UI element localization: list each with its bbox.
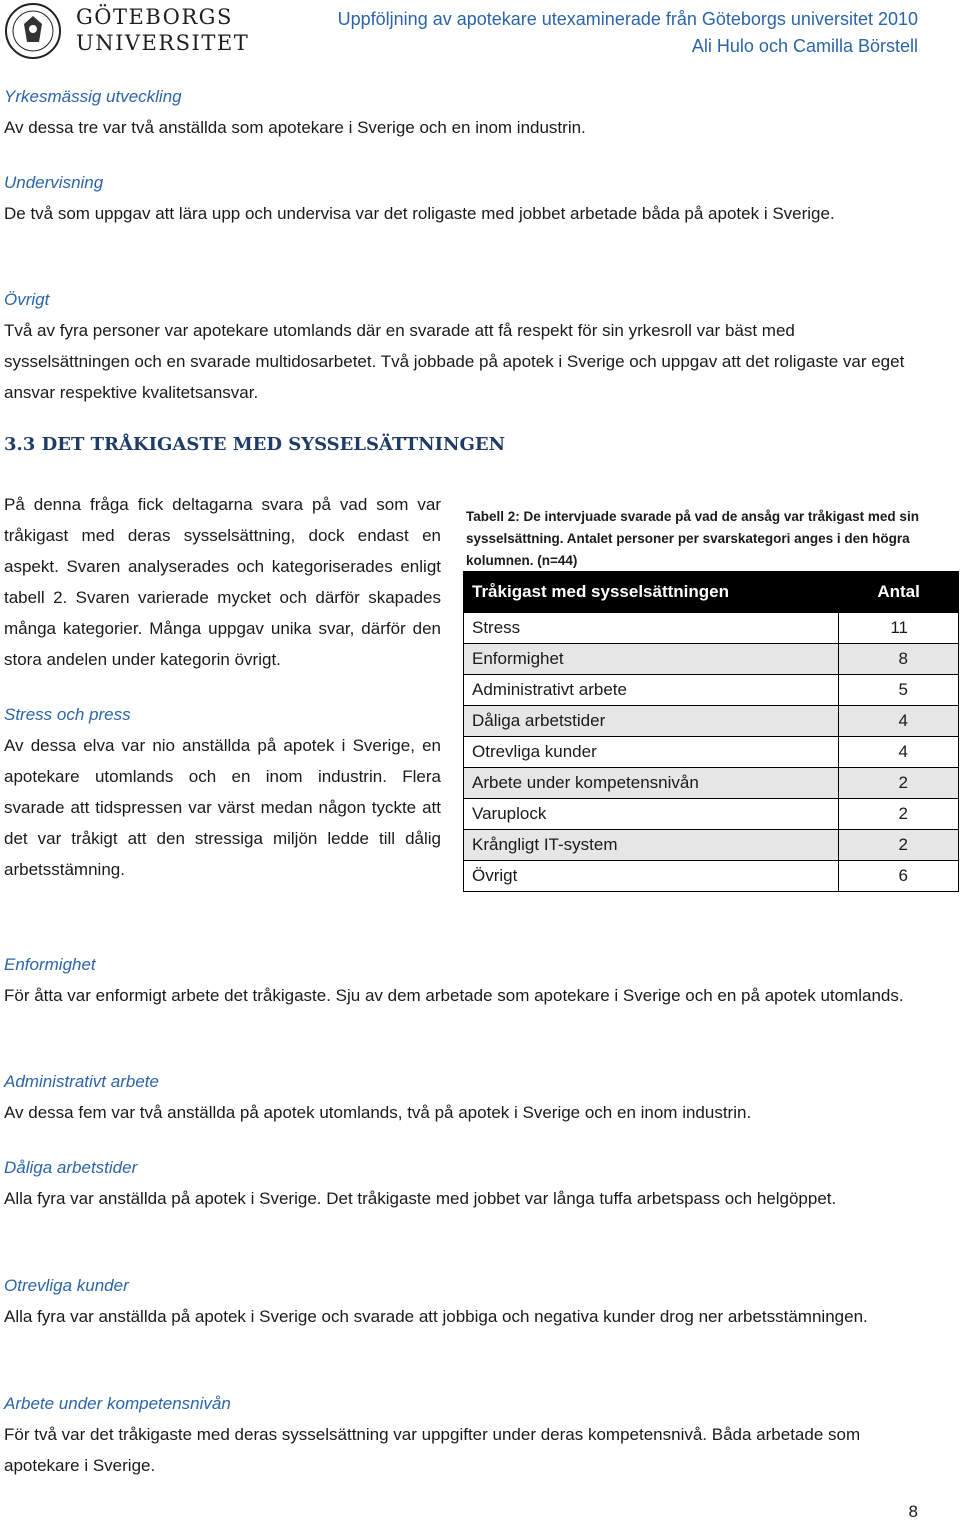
table-header-row xyxy=(464,572,959,613)
table-cell-value: 6 xyxy=(839,861,959,892)
page-number: 8 xyxy=(908,1502,918,1521)
section-heading: Otrevliga kunder xyxy=(4,1276,129,1295)
page-header xyxy=(0,0,960,62)
table-row xyxy=(464,861,959,892)
table-row xyxy=(464,644,959,675)
section-text: Alla fyra var anställda på apotek i Sverige och svarade att jobbiga och negativa kunder drog ner arbetsstämningen. xyxy=(4,1307,868,1326)
section-text: Av dessa tre var två anställda som apotekare i Sverige och en inom industrin. xyxy=(4,118,586,137)
intro-paragraph: På denna fråga fick deltagarna svara på vad som var tråkigast med deras sysselsättning, dock endast en aspekt. Svaren analyserades och kategoriserades enligt tabell 2. Svaren varierade mycket och därför skapades många kategorier. Många uppgav unika svar, därför den stora andelen under kategorin övrigt. xyxy=(4,495,441,669)
table-cell-label: Krångligt IT-system xyxy=(464,830,839,861)
section-yrkesmassig xyxy=(4,81,920,143)
table-cell-value: 2 xyxy=(839,830,959,861)
section-number: 3.3 xyxy=(4,434,36,455)
section-heading: Administrativt arbete xyxy=(4,1072,159,1091)
section-kompetensnivan xyxy=(4,1388,920,1481)
table-header-count: Antal xyxy=(839,572,959,613)
table-cell-label: Dåliga arbetstider xyxy=(464,706,839,737)
section-text: De två som uppgav att lära upp och undervisa var det roligaste med jobbet arbetade båda på apotek i Sverige. xyxy=(4,204,835,223)
table-cell-label: Övrigt xyxy=(464,861,839,892)
section-heading: Enformighet xyxy=(4,955,96,974)
university-seal-logo xyxy=(2,2,64,60)
section-heading: Undervisning xyxy=(4,173,104,192)
document-title-text: Uppföljning av apotekare utexaminerade från Göteborgs universitet 2010 xyxy=(337,9,918,29)
table-cell-value: 2 xyxy=(839,799,959,830)
section-text: Av dessa fem var två anställda på apotek utomlands, två på apotek i Sverige och en inom industrin. xyxy=(4,1103,752,1122)
section-text: För två var det tråkigaste med deras sysselsättning var uppgifter under deras kompetensnivå. Båda arbetade som apotekare i Sverige. xyxy=(4,1425,861,1475)
table-cell-value: 11 xyxy=(839,613,959,644)
stress-text: Av dessa elva var nio anställda på apotek i Sverige, en apotekare utomlands och en inom industrin. Flera svarade att tidspressen var värst medan någon tyckte att det var tråkigt att den stressiga miljön ledde till dålig arbetsstämning. xyxy=(4,736,441,879)
table-cell-label: Stress xyxy=(464,613,839,644)
table-row xyxy=(464,675,959,706)
section-title-text: DET TRÅKIGASTE MED SYSSELSÄTTNINGEN xyxy=(41,434,506,455)
table-cell-value: 4 xyxy=(839,737,959,768)
table-cell-value: 5 xyxy=(839,675,959,706)
table-cell-label: Enformighet xyxy=(464,644,839,675)
document-title xyxy=(338,6,918,60)
section-heading: Övrigt xyxy=(4,290,50,309)
table-row xyxy=(464,613,959,644)
table-cell-value: 2 xyxy=(839,768,959,799)
section-heading: Yrkesmässig utveckling xyxy=(4,87,182,106)
section-text: För åtta var enformigt arbete det tråkigaste. Sju av dem arbetade som apotekare i Sverige och en på apotek utomlands. xyxy=(4,986,904,1005)
left-column xyxy=(4,489,441,885)
university-name-line2: UNIVERSITET xyxy=(76,31,250,55)
section-text: Alla fyra var anställda på apotek i Sverige. Det tråkigaste med jobbet var långa tuffa arbetspass och helgöppet. xyxy=(4,1189,837,1208)
section-administrativt xyxy=(4,1066,920,1128)
table-row xyxy=(464,737,959,768)
stress-heading: Stress och press xyxy=(4,705,131,724)
table-row xyxy=(464,799,959,830)
university-name xyxy=(76,4,249,56)
table-header-category: Tråkigast med sysselsättningen xyxy=(464,572,839,613)
table-cell-value: 8 xyxy=(839,644,959,675)
section-title xyxy=(4,434,505,455)
table-cell-label: Otrevliga kunder xyxy=(464,737,839,768)
results-table xyxy=(463,571,959,892)
section-undervisning xyxy=(4,167,920,229)
table-row xyxy=(464,706,959,737)
document-authors: Ali Hulo och Camilla Börstell xyxy=(691,36,918,56)
table-cell-label: Varuplock xyxy=(464,799,839,830)
table-cell-label: Administrativt arbete xyxy=(464,675,839,706)
section-heading: Arbete under kompetensnivån xyxy=(4,1394,231,1413)
table-row xyxy=(464,768,959,799)
section-text: Två av fyra personer var apotekare utomlands där en svarade att få respekt för sin yrkesroll var bäst med sysselsättningen och en svarade multidosarbetet. Två jobbade på apotek i Sverige och uppgav att det roligaste var eget ansvar respektive kvalitetsansvar. xyxy=(4,321,905,402)
section-heading: Dåliga arbetstider xyxy=(4,1158,138,1177)
table-cell-value: 4 xyxy=(839,706,959,737)
table-cell-label: Arbete under kompetensnivån xyxy=(464,768,839,799)
section-daliga-arbetstider xyxy=(4,1152,920,1214)
table-row xyxy=(464,830,959,861)
section-enformighet xyxy=(4,949,920,1011)
university-name-line1: GÖTEBORGS xyxy=(76,5,233,29)
section-otrevliga-kunder xyxy=(4,1270,920,1332)
section-ovrigt xyxy=(4,284,920,408)
table-caption: Tabell 2: De intervjuade svarade på vad de ansåg var tråkigast med sin sysselsättning. Antalet personer per svarskategori anges i den högra kolumnen. (n=44) xyxy=(466,509,919,568)
